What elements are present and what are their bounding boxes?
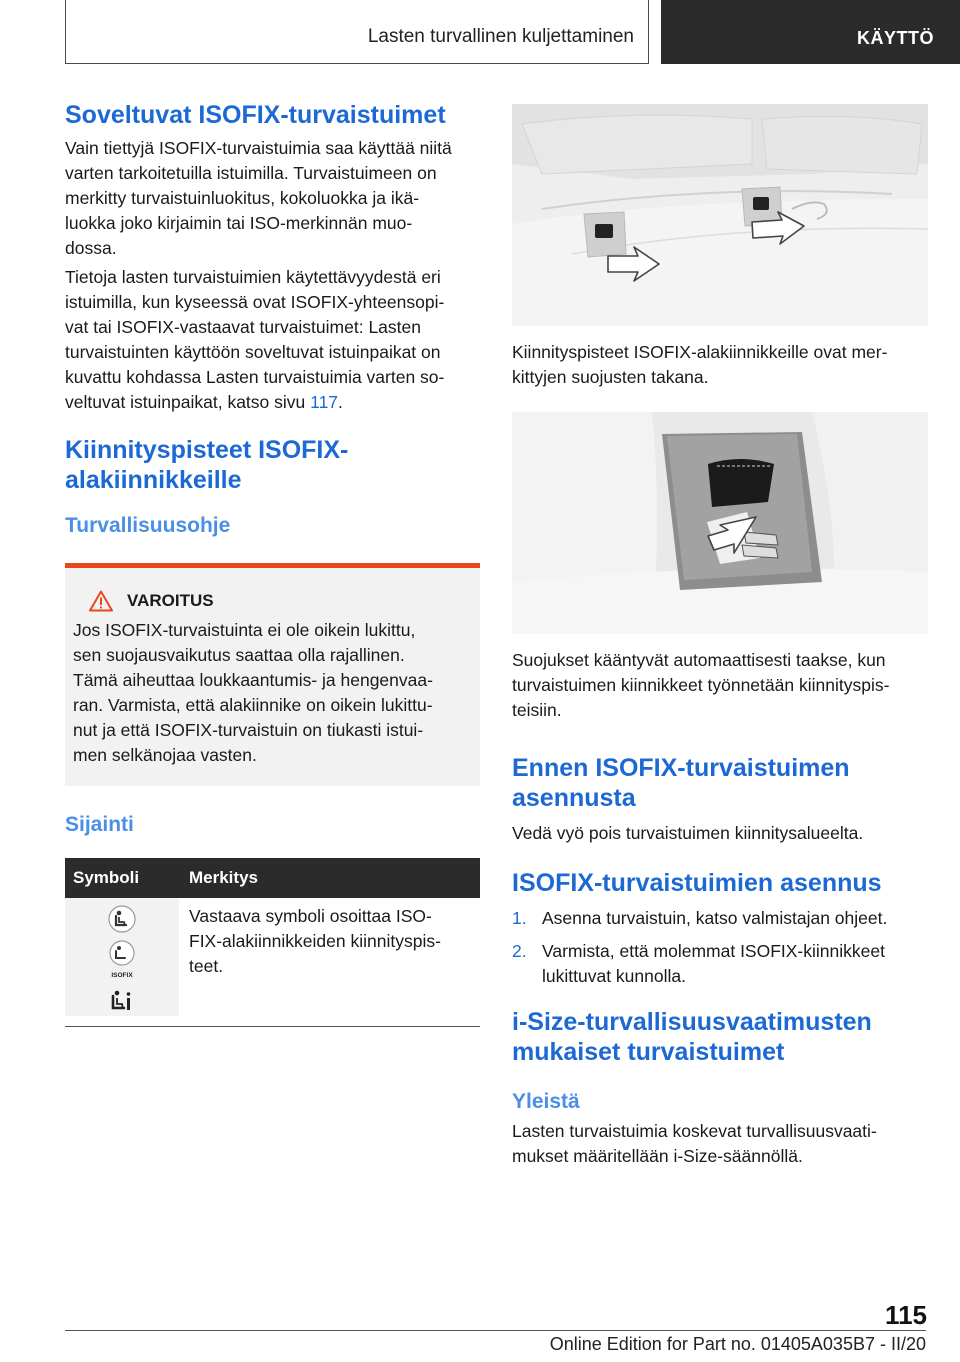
text-line: luokka joko kirjaimin tai ISO-merkinnän muo-	[65, 213, 413, 233]
paragraph-usability	[65, 265, 480, 415]
text-line: Kiinnityspisteet ISOFIX-alakiinnikkeille ovat mer-	[512, 342, 888, 362]
heading-line: Ennen ISOFIX-turvaistuimen	[512, 754, 850, 782]
heading-i-size	[512, 1007, 928, 1067]
footer-edition: Online Edition for Part no. 01405A035B7 - II/20	[549, 1334, 926, 1354]
table-header-symbol: Symboli	[65, 858, 179, 898]
text-line: sen suojausvaikutus saattaa olla rajallinen.	[73, 645, 405, 665]
header-chapter-tab	[661, 0, 960, 64]
installation-steps	[512, 906, 928, 989]
text-line: teisiin.	[512, 700, 562, 720]
text-line: mukset määritellään i-Size-säännöllä.	[512, 1146, 803, 1166]
paragraph-general	[512, 1119, 928, 1169]
text-line: veltuvat istuinpaikat, katso sivu	[65, 392, 306, 412]
text-line: turvaistuimen kiinnikkeet työnnetään kiinnityspis-	[512, 675, 890, 695]
step-number: 2.	[512, 941, 527, 961]
text-line: varten tarkoitetuilla istuimilla. Turvaistuimeen on	[65, 163, 437, 183]
text-line: kuvattu kohdassa Lasten turvaistuimia varten so-	[65, 367, 445, 387]
step-number: 1.	[512, 908, 527, 928]
header-section-title: Lasten turvallinen kuljettaminen	[367, 26, 634, 47]
text-line: Lasten turvaistuimia koskevat turvallisuusvaati-	[512, 1121, 877, 1141]
table-row	[65, 898, 480, 1016]
i-size-seat-icon	[107, 986, 137, 1016]
text-line: lukittuvat kunnolla.	[542, 966, 686, 986]
photo-anchor-cover-closeup	[512, 412, 928, 634]
warning-title: VAROITUS	[127, 591, 214, 610]
text-line: istuimilla, kun kyseessä ovat ISOFIX-yhteensopi-	[65, 292, 445, 312]
text-line: Jos ISOFIX-turvaistuinta ei ole oikein lukittu,	[73, 620, 416, 640]
right-column	[512, 104, 928, 1169]
heading-line: alakiinnikkeille	[65, 466, 242, 494]
text-line: teet.	[189, 956, 224, 976]
heading-line: Kiinnityspisteet ISOFIX-	[65, 436, 349, 464]
heading-line: mukaiset turvaistuimet	[512, 1038, 785, 1066]
table-bottom-rule	[65, 1026, 480, 1027]
paragraph-before-install: Vedä vyö pois turvaistuimen kiinnitysalueelta.	[512, 823, 864, 843]
header-section-box	[65, 0, 649, 64]
svg-text:ISOFIX: ISOFIX	[111, 972, 133, 979]
text-line: vat tai ISOFIX-vastaavat turvaistuimet: Lasten	[65, 317, 421, 337]
page-number: 115	[885, 1300, 927, 1330]
text-line: Varmista, että molemmat ISOFIX-kiinnikkeet	[542, 941, 885, 961]
text-line: men selkänojaa vasten.	[73, 745, 257, 765]
text-line: Vastaava symboli osoittaa ISO-	[189, 906, 432, 926]
list-item	[512, 939, 928, 989]
isofix-child-seat-icon	[107, 904, 137, 934]
warning-header	[73, 590, 464, 612]
text-line: turvaistuinten käyttöön soveltuvat istuinpaikat on	[65, 342, 441, 362]
list-item	[512, 906, 928, 931]
warning-text	[73, 618, 464, 768]
heading-general: Yleistä	[512, 1090, 580, 1113]
text-line: FIX-alakiinnikkeiden kiinnityspis-	[189, 931, 441, 951]
text-line: merkitty turvaistuinluokitus, kokoluokka ja ikä-	[65, 188, 420, 208]
page-reference-link[interactable]: 117	[310, 392, 339, 412]
paragraph-intro	[65, 136, 480, 261]
text-line: ran. Varmista, että alakiinnike on oikein lukittu-	[73, 695, 433, 715]
footer-rule	[65, 1330, 926, 1331]
text-line: Tietoja lasten turvaistuimien käytettävyydestä eri	[65, 267, 441, 287]
caption-anchor-points	[512, 340, 928, 390]
text-line: dossa.	[65, 238, 117, 258]
text-line: Vain tiettyjä ISOFIX-turvaistuimia saa käyttää niitä	[65, 138, 452, 158]
heading-line: i-Size-turvallisuusvaatimusten	[512, 1008, 872, 1036]
heading-location: Sijainti	[65, 813, 134, 836]
heading-before-install	[512, 753, 928, 813]
heading-installation: ISOFIX-turvaistuimien asennus	[512, 869, 882, 897]
caption-covers-fold	[512, 648, 928, 723]
meaning-cell	[179, 898, 480, 1016]
table-header-meaning: Merkitys	[179, 858, 480, 898]
warning-box	[65, 563, 480, 786]
heading-safety-note: Turvallisuusohje	[65, 514, 231, 537]
text-line: Tämä aiheuttaa loukkaantumis- ja hengenvaa-	[73, 670, 433, 690]
text-line: Suojukset kääntyvät automaattisesti taakse, kun	[512, 650, 886, 670]
text-punct: .	[338, 392, 343, 412]
heading-anchor-points	[65, 435, 480, 495]
isofix-label-icon	[107, 940, 137, 980]
text-line: nut ja että ISOFIX-turvaistuin on tiukasti istui-	[73, 720, 424, 740]
photo-isofix-rear-seat	[512, 104, 928, 326]
symbol-cell	[65, 898, 179, 1016]
step-text: Asenna turvaistuin, katso valmistajan ohjeet.	[542, 908, 888, 928]
step-text	[542, 939, 885, 989]
table-header-row	[65, 858, 480, 898]
symbol-table	[65, 858, 480, 1016]
text-line: kittyjen suojusten takana.	[512, 367, 709, 387]
rear-seat-anchor-illustration	[512, 104, 928, 326]
header-chapter-label: KÄYTTÖ	[857, 28, 934, 48]
anchor-cover-illustration	[512, 412, 928, 634]
heading-line: asennusta	[512, 784, 636, 812]
left-column	[65, 100, 480, 1027]
warning-triangle-icon	[89, 590, 113, 612]
heading-suitable-isofix: Soveltuvat ISOFIX-turvaistuimet	[65, 101, 446, 129]
